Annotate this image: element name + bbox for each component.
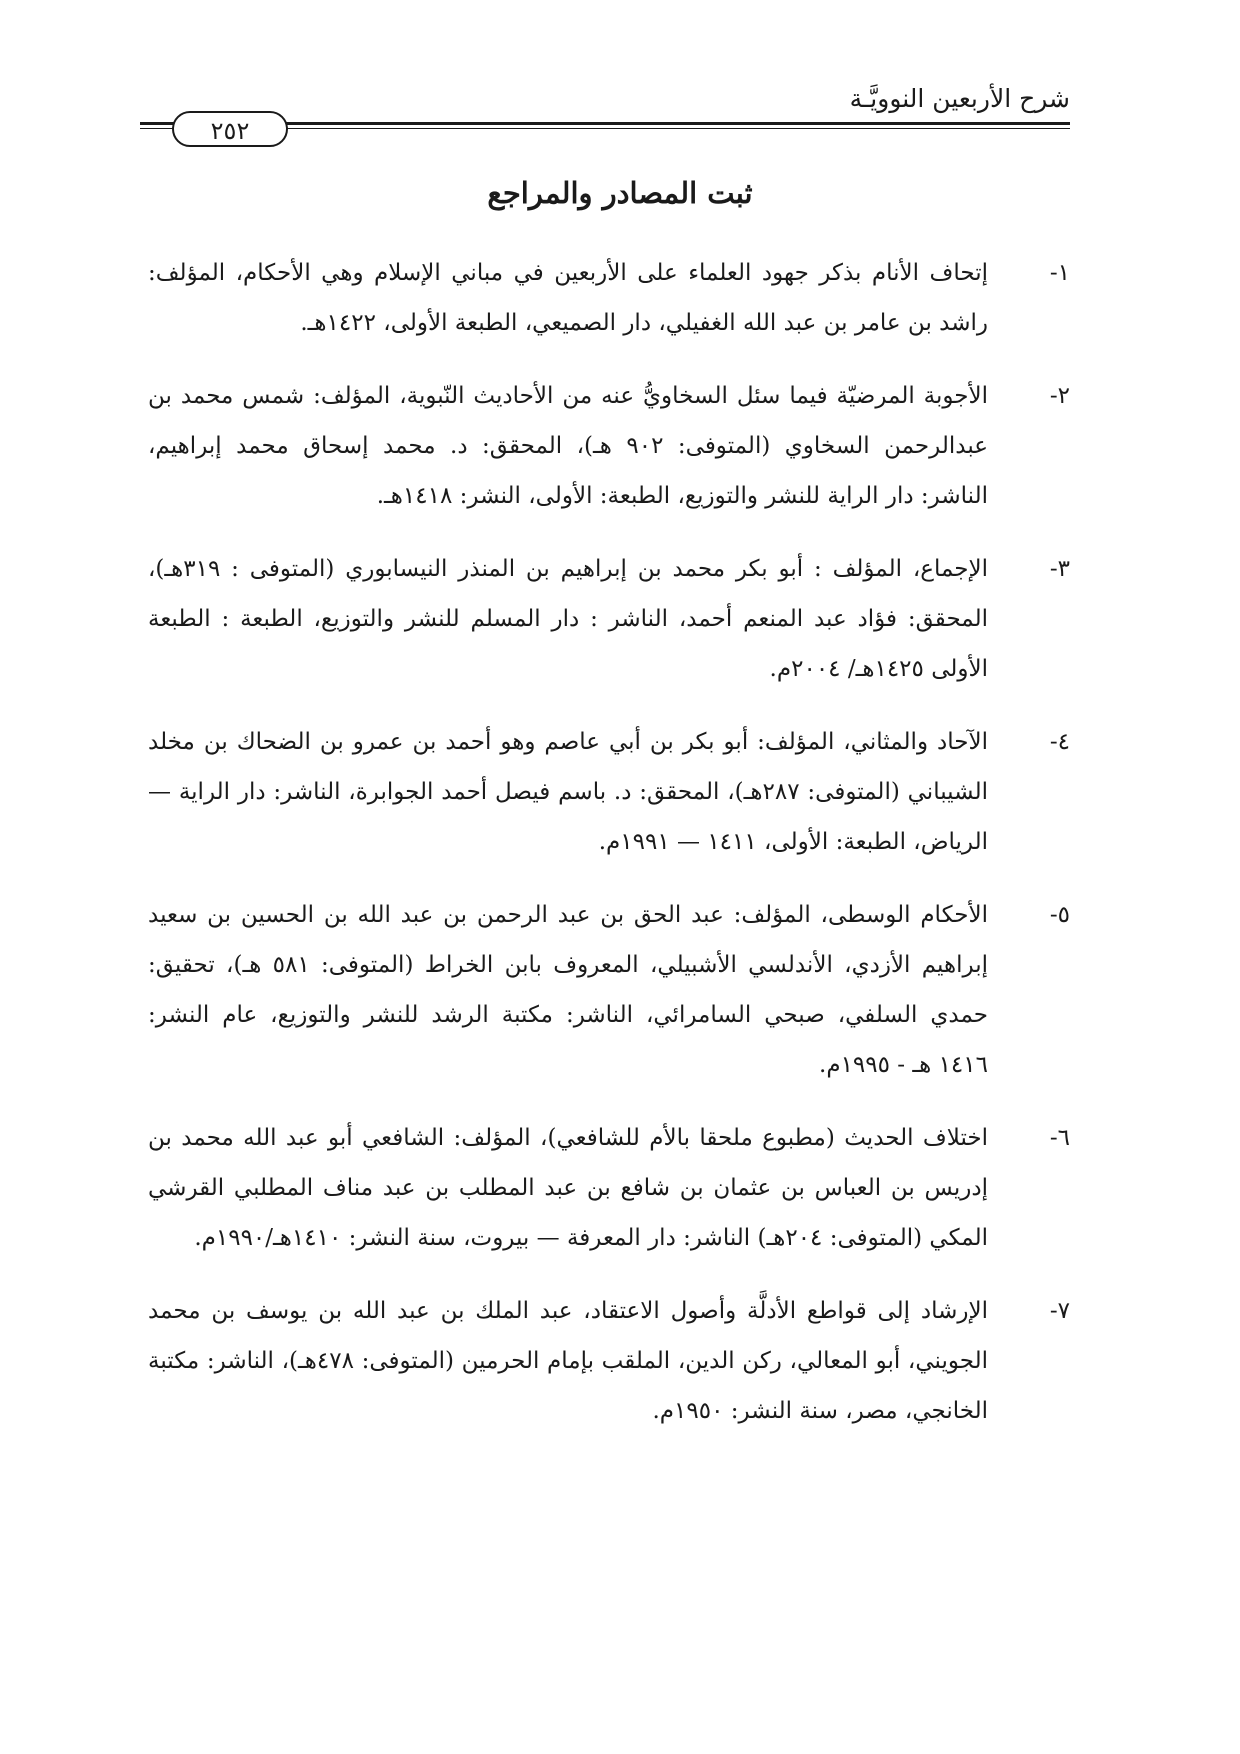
reference-number: ٦- (1049, 1125, 1070, 1151)
reference-number: ٧- (1049, 1298, 1070, 1324)
reference-text: الآحاد والمثاني، المؤلف: أبو بكر بن أبي عاصم وهو أحمد بن عمرو بن الضحاك بن مخلد الشيباني (المتوفى: ٢٨٧هـ)، المحقق: د. باسم فيصل أحمد الجوابرة، الناشر: دار الراية — الرياض، الطبعة: الأولى، ١٤١١ — ١٩٩١م. (148, 729, 989, 855)
page-number: ٢٥٢ (172, 111, 288, 147)
reference-item (148, 371, 1070, 521)
reference-text: الإرشاد إلى قواطع الأدلَّة وأصول الاعتقاد، عبد الملك بن عبد الله بن يوسف بن محمد الجويني، أبو المعالي، ركن الدين، الملقب بإمام الحرمين (المتوفى: ٤٧٨هـ)، الناشر: مكتبة الخانجي، مصر، سنة النشر: ١٩٥٠م. (148, 1298, 988, 1424)
reference-item (148, 1286, 1070, 1436)
reference-number: ٢- (1049, 383, 1070, 409)
reference-item (148, 248, 1070, 348)
reference-item (148, 717, 1070, 867)
reference-number: ٤- (1049, 729, 1070, 755)
reference-text: الإجماع، المؤلف : أبو بكر محمد بن إبراهيم بن المنذر النيسابوري (المتوفى : ٣١٩هـ)، المحقق: فؤاد عبد المنعم أحمد، الناشر : دار المسلم للنشر والتوزيع، الطبعة : الطبعة الأولى ١٤٢٥هـ/ ٢٠٠٤م. (148, 556, 988, 682)
reference-item (148, 1113, 1070, 1263)
reference-number: ٥- (1049, 902, 1070, 928)
reference-text: الأحكام الوسطى، المؤلف: عبد الحق بن عبد الرحمن بن عبد الله بن الحسين بن سعيد إبراهيم الأزدي، الأندلسي الأشبيلي، المعروف بابن الخراط (المتوفى: ٥٨١ هـ)، تحقيق: حمدي السلفي، صبحي السامرائي، الناشر: مكتبة الرشد للنشر والتوزيع، عام النشر: ١٤١٦ هـ - ١٩٩٥م. (148, 902, 988, 1078)
running-title: شرح الأربعين النوويَّـة (849, 84, 1070, 113)
reference-number: ٣- (1049, 556, 1070, 582)
reference-text: الأجوبة المرضيّة فيما سئل السخاويُّ عنه من الأحاديث النّبوية، المؤلف: شمس محمد بن عبدالرحمن السخاوي (المتوفى: ٩٠٢ هـ)، المحقق: د. محمد إسحاق محمد إبراهيم، الناشر: دار الراية للنشر والتوزيع، الطبعة: الأولى، النشر: ١٤١٨هـ. (148, 383, 988, 509)
references-list (148, 248, 1070, 1459)
section-heading: ثبت المصادر والمراجع (487, 176, 753, 210)
reference-text: اختلاف الحديث (مطبوع ملحقا بالأم للشافعي)، المؤلف: الشافعي أبو عبد الله محمد بن إدريس بن العباس بن عثمان بن شافع بن عبد المطلب بن عبد مناف المطلبي القرشي المكي (المتوفى: ٢٠٤هـ) الناشر: دار المعرفة — بيروت، سنة النشر: ١٤١٠هـ/١٩٩٠م. (148, 1125, 988, 1251)
reference-item (148, 544, 1070, 694)
reference-number: ١- (1049, 260, 1070, 286)
reference-item (148, 890, 1070, 1090)
reference-text: إتحاف الأنام بذكر جهود العلماء على الأربعين في مباني الإسلام وهي الأحكام، المؤلف: راشد بن عامر بن عبد الله الغفيلي، دار الصميعي، الطبعة الأولى، ١٤٢٢هـ. (148, 260, 988, 336)
